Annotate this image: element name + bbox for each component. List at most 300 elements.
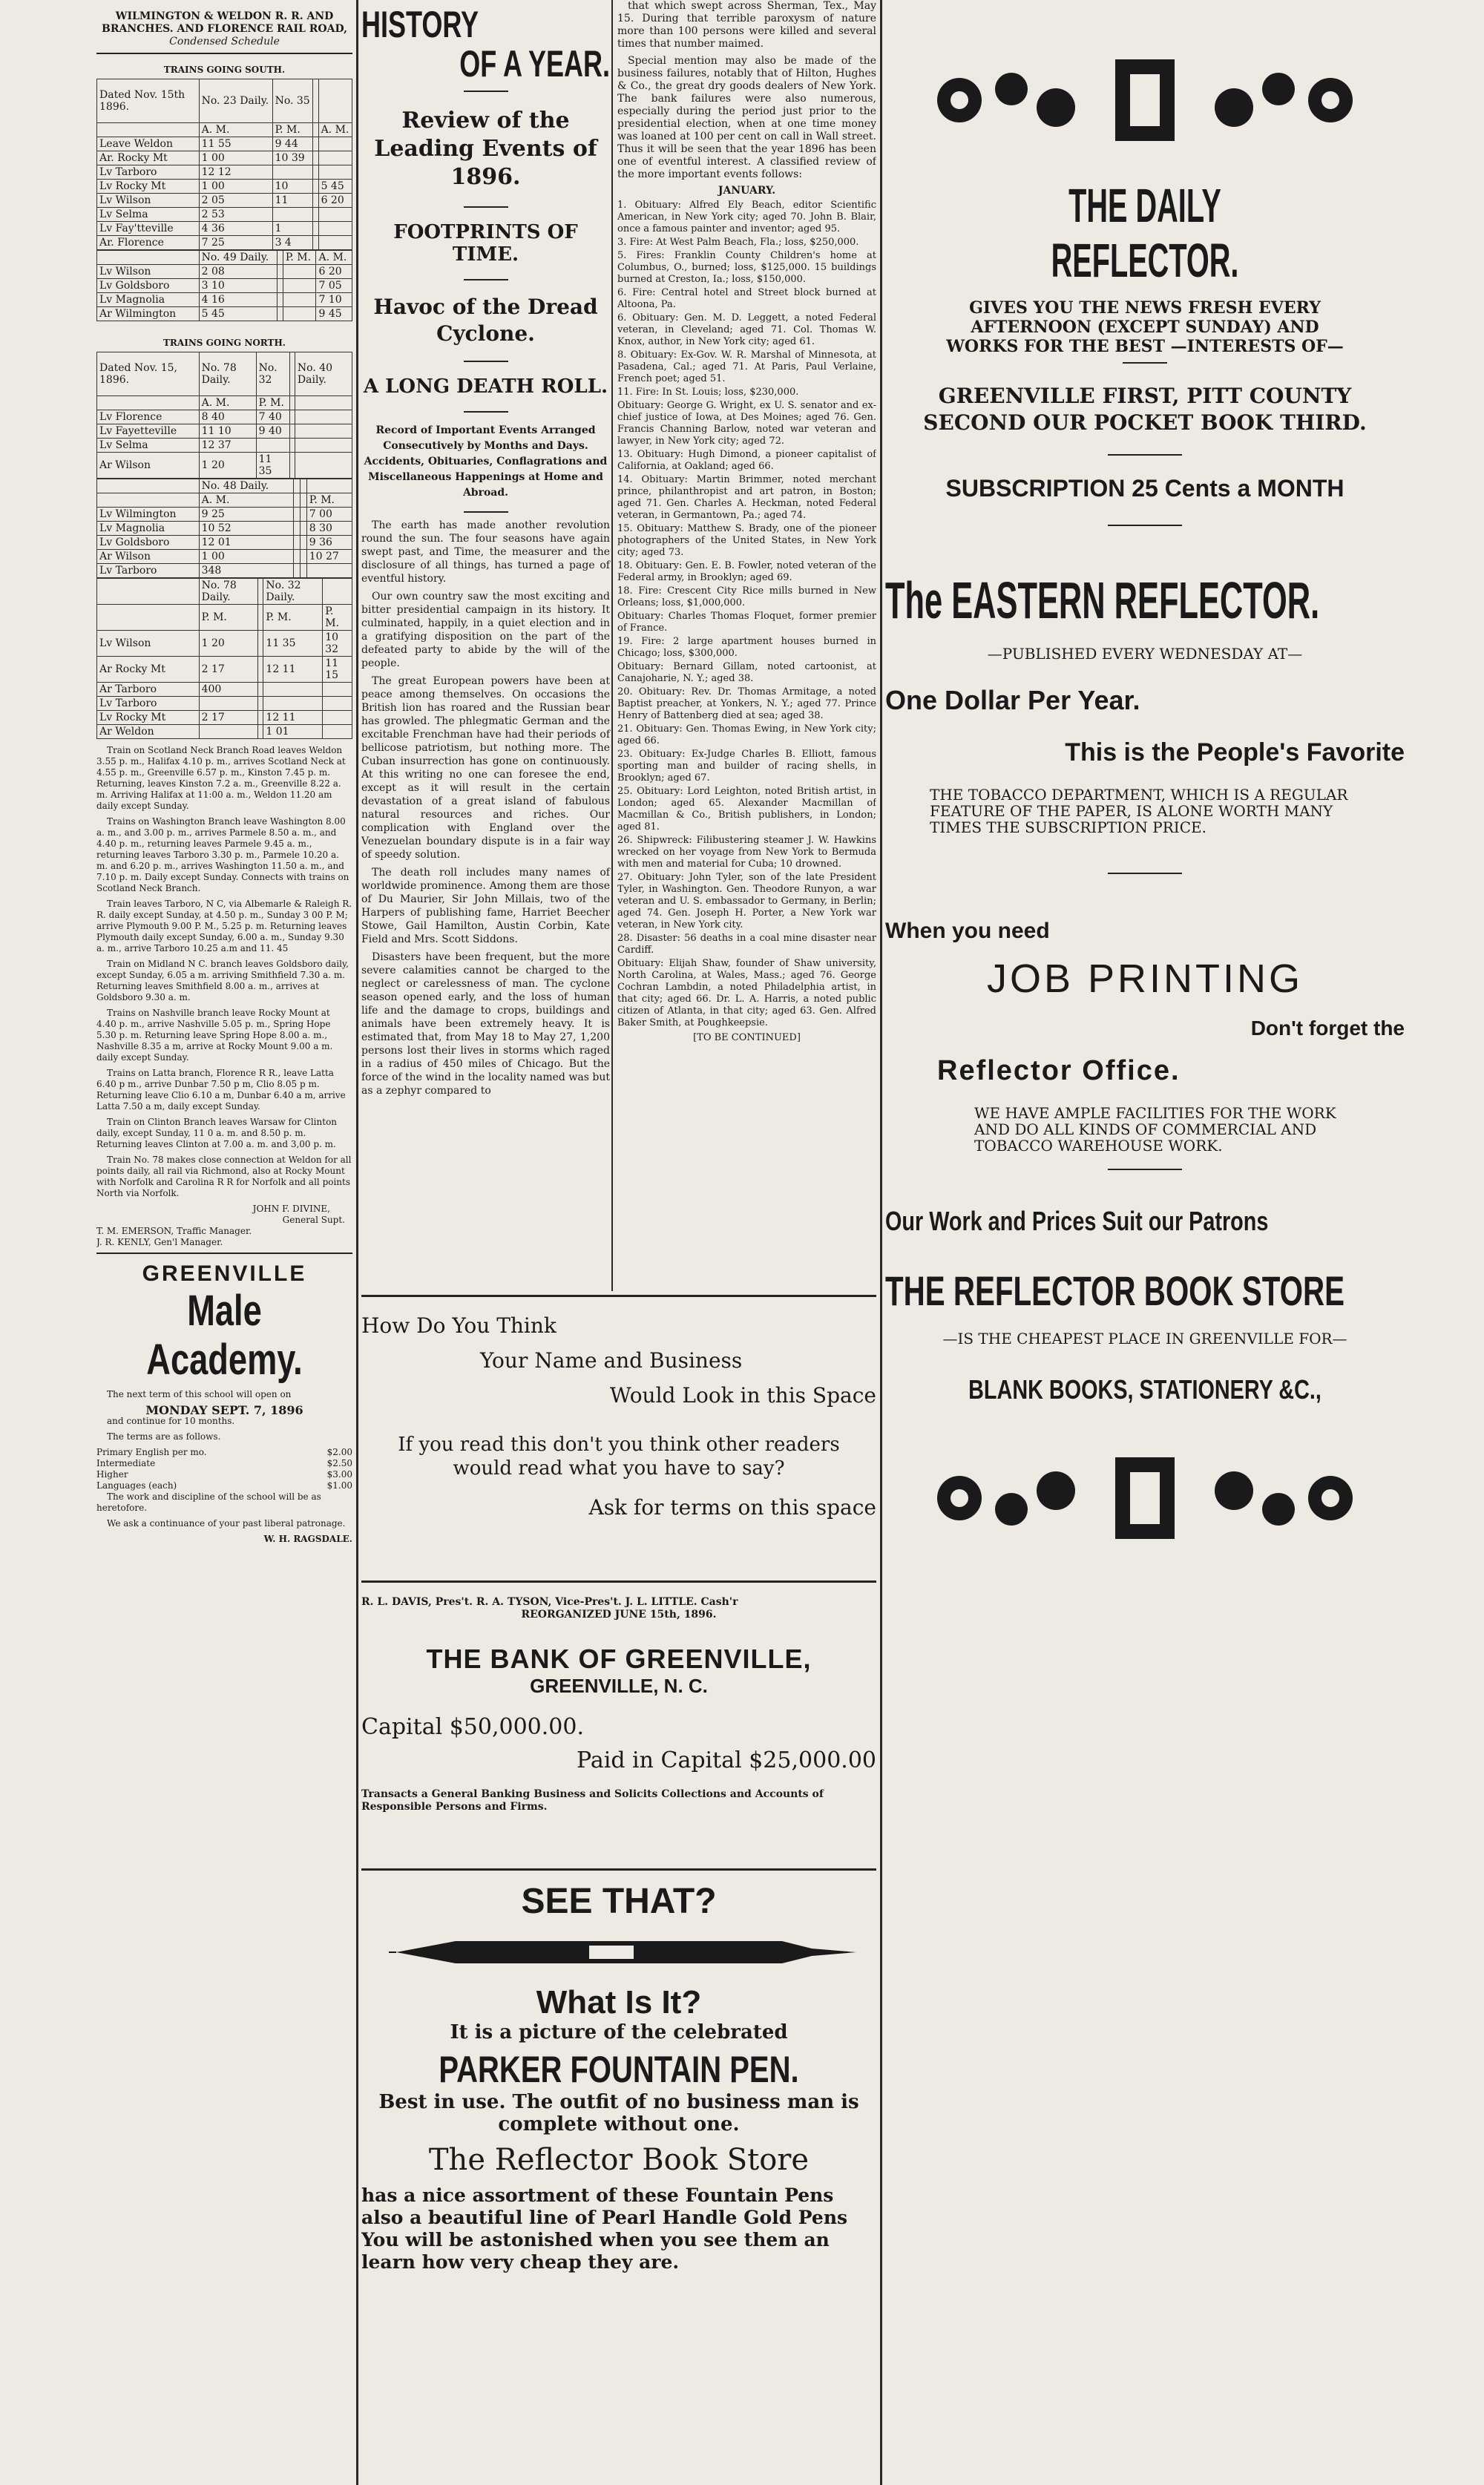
station-cell: Lv Magnolia [97, 522, 200, 536]
time-cell [295, 396, 352, 410]
academy-town: GREENVILLE [142, 1261, 307, 1286]
fee-amount: $1.00 [326, 1480, 352, 1491]
station-cell: Lv Wilson [97, 194, 200, 208]
time-cell: No. 32 Daily. [263, 579, 323, 605]
time-cell [300, 536, 306, 550]
time-cell: No. 49 Daily. [199, 251, 278, 265]
ad-line-2: Your Name and Business [480, 1348, 743, 1373]
time-cell [289, 439, 295, 453]
time-cell [293, 508, 300, 522]
fee-label: Intermediate [96, 1458, 156, 1468]
deck-3: Havoc of the Dread Cyclone. [373, 295, 598, 346]
time-cell [289, 396, 295, 410]
headline-2: OF A YEAR. [459, 43, 610, 85]
station-cell [97, 493, 200, 508]
table-row [97, 579, 352, 605]
time-cell [300, 522, 306, 536]
time-cell: 10 27 [306, 550, 352, 564]
time-cell: 1 20 [199, 631, 258, 657]
ad-line-4: If you read this don't you think other readers would read what you have to say? [398, 1434, 840, 1480]
time-cell [295, 439, 352, 453]
station-cell: Lv Rocky Mt [97, 180, 200, 194]
time-cell [272, 165, 313, 180]
event-item: 6. Obituary: Gen. M. D. Leggett, a noted Federal veteran, in Cleveland; aged 71. Col. Thomas W. Knox, author, in New York city; aged 61. [617, 312, 876, 347]
bank-reorganized: REORGANIZED JUNE 15th, 1896. [521, 1609, 717, 1621]
time-cell [323, 697, 352, 711]
station-cell: Lv Magnolia [97, 293, 200, 307]
blank-books: BLANK BOOKS, STATIONERY &C., [968, 1374, 1322, 1405]
table-row [97, 508, 352, 522]
cheapest: —IS THE CHEAPEST PLACE IN GREENVILLE FOR— [942, 1330, 1347, 1347]
station-cell: Lv Tarboro [97, 697, 200, 711]
station-cell [97, 251, 200, 265]
time-cell [318, 208, 352, 222]
ornament-icon [885, 45, 1405, 156]
article-paragraph: Our own country saw the most exciting and bitter presidential campaign in its history. It culminated, happily, in a quiet election and in a gratifying disposition on the part of the defeated party to abide by the will of the people. [361, 591, 610, 669]
academy-text: The next term of this school will open on [107, 1389, 292, 1399]
column-railroad [96, 0, 352, 2485]
article-paragraph: Disasters have been frequent, but the more severe calamities cannot be charged to the neglect or carelessness of man. The cyclone season opened early, and the loss of human life and the damage to crops, buildings and animals have been extremely heavy. It is estimated that, from May 18 to May 27, 1,200 persons lost their lives in storms which raged in a radius of 450 miles of Chicago. But the force of the wind in the locality named was but as a zephyr compared to [361, 951, 610, 1097]
table-row [97, 151, 352, 165]
signature: JOHN F. DIVINE, [252, 1204, 330, 1214]
time-cell: A. M. [199, 396, 256, 410]
timetable-north [96, 352, 352, 479]
station-cell [97, 579, 200, 605]
south-header: TRAINS GOING SOUTH. [163, 65, 286, 75]
station-cell: Ar. Florence [97, 236, 200, 250]
time-cell [293, 564, 300, 578]
time-cell: 10 32 [323, 631, 352, 657]
table-row [97, 279, 352, 293]
station-cell [97, 123, 200, 137]
table-row [97, 123, 352, 137]
time-cell: 12 12 [199, 165, 272, 180]
time-cell [258, 725, 263, 739]
time-cell: P. M. [256, 396, 289, 410]
academy-signature: W. H. RAGSDALE. [263, 1534, 352, 1544]
time-cell [278, 251, 283, 265]
station-cell: Ar Wilson [97, 453, 200, 479]
time-cell: 6 20 [316, 265, 352, 279]
time-cell: 12 01 [199, 536, 293, 550]
deck-4: A LONG DEATH ROLL. [363, 375, 608, 398]
station-cell: Leave Weldon [97, 137, 200, 151]
academy-text: The terms are as follows. [107, 1431, 221, 1442]
fountain-pen-icon [367, 1926, 871, 1978]
station-cell: Lv Wilson [97, 631, 200, 657]
time-cell [295, 410, 352, 424]
schedule-paragraph: Train on Midland N C. branch leaves Goldsboro daily, except Sunday, 6.05 a m. arriving Smithfield 7.30 a. m. Returning leaves Smithfield 8.00 a. m., arrives at Goldsboro 9.30 a. m. [96, 959, 349, 1002]
ornament-icon [885, 1442, 1405, 1554]
event-item: 27. Obituary: John Tyler, son of the late President Tyler, in Washington. Gen. Theodore Runyon, a war veteran and U. S. embassador to Germany, in Berlin; aged 74. Gen. Joseph H. Porter, a New York war veteran, in New York city. [617, 872, 876, 930]
academy-text: and continue for 10 months. [107, 1416, 235, 1426]
time-cell [278, 307, 283, 321]
time-cell: 8 40 [199, 410, 256, 424]
fee-label: Primary English per mo. [96, 1447, 207, 1457]
time-cell [258, 605, 263, 631]
time-cell: 9 36 [306, 536, 352, 550]
station-cell: Lv Fayetteville [97, 424, 200, 439]
bank-name: THE BANK OF GREENVILLE, [426, 1644, 812, 1674]
time-cell [199, 697, 258, 711]
time-cell: 7 10 [316, 293, 352, 307]
time-cell: No. 48 Daily. [199, 479, 293, 493]
column-history [361, 0, 876, 2485]
time-cell [300, 550, 306, 564]
ad-line-5: Ask for terms on this space [588, 1495, 876, 1520]
pen-store: The Reflector Book Store [428, 2143, 810, 2177]
timetable-south [96, 79, 352, 250]
time-cell: 348 [199, 564, 293, 578]
table-row [97, 536, 352, 550]
table-row [97, 251, 352, 265]
schedule-paragraph: Trains on Nashville branch leave Rocky Mount at 4.40 p. m., arrive Nashville 5.05 p. m., Spring Hope 5.30 p. m. Returning leave Spring Hope 8.00 a. m., Nashville 8.35 a m, arrive at Rocky Mount 9.00 a m. daily except Sunday. [96, 1008, 333, 1063]
station-cell: Ar Tarboro [97, 683, 200, 697]
table-row [97, 293, 352, 307]
schedule-paragraph: Trains on Washington Branch leave Washington 8.00 a. m., and 3.00 p. m., arrives Parmele 8.50 a. m., and 4.40 p. m., returning leaves Parmele 9.45 a. m., returning leaves Tarboro 3.30 p. m., Parmele 10.20 a. m. and 6.20 p. m., arrives Washington 11.50 a. m., and 7.10 p. m. Daily except Sunday. Connects with trains on Scotland Neck Branch. [96, 816, 349, 893]
schedule-paragraph: Train on Scotland Neck Branch Road leaves Weldon 3.55 p. m., Halifax 4.10 p. m., arrives Scotland Neck at 4.55 p. m., Greenville 6.57 p. m., Kinston 7.45 p. m. Returning, leaves Kinston 7.2 a. m., Greenville 8.22 a. m. Arriving Halifax at 11:00 a. m., Weldon 11.20 am daily except Sunday. [96, 745, 346, 811]
article-paragraph: The earth has made another revolution round the sun. The four seasons have again swept past, and Time, the measurer and the disclosure of all things, has turned a page of eventful history. [361, 519, 610, 585]
time-cell: 7 25 [199, 236, 272, 250]
time-cell: 8 30 [306, 522, 352, 536]
time-cell [313, 208, 318, 222]
eastern-reflector-title: The EASTERN REFLECTOR. [885, 571, 1320, 629]
facilities: WE HAVE AMPLE FACILITIES FOR THE WORK AND DO ALL KINDS OF COMMERCIAL AND TOBACCO WAREHOUSE WORK. [974, 1104, 1336, 1155]
table-row [97, 222, 352, 236]
time-cell [293, 536, 300, 550]
station-cell: Lv Rocky Mt [97, 711, 200, 725]
column-rule [880, 0, 882, 2485]
event-item: 5. Fires: Franklin County Children's home at Columbus, O., burned; loss, $125,000. 15 buildings burned at Creston, Ia.; loss, $150,000. [617, 250, 876, 285]
time-cell: P. M. [199, 605, 258, 631]
article-paragraph: Special mention may also be made of the business failures, notably that of Hilton, Hughes & Co., the great dry goods dealers of New York. The bank failures were also numerous, especially during the period just prior to the presidential election, when at one time money was loaned at 100 per cent on call in Wall street. Thus it will be seen that the year 1896 has been one of eventful interest. A classified review of the more important events follows: [617, 55, 876, 180]
station-cell: Lv Tarboro [97, 564, 200, 578]
station-cell: Lv Florence [97, 410, 200, 424]
daily-subtitle: GIVES YOU THE NEWS FRESH EVERY AFTERNOON (EXCEPT SUNDAY) AND WORKS FOR THE BEST —INTERESTS OF— [946, 298, 1344, 356]
fee-amount: $2.00 [326, 1447, 352, 1457]
article-paragraph: The death roll includes many names of worldwide prominence. Among them are those of Du Maurier, Sir John Millais, two of the Harpers of publishing fame, Harriet Beecher Stowe, Gail Hamilton, Austin Corbin, Kate Field and Mrs. Scott Siddons. [361, 867, 610, 945]
time-cell: 9 25 [199, 508, 293, 522]
time-cell [199, 725, 258, 739]
time-cell [272, 208, 313, 222]
time-cell [300, 493, 306, 508]
time-cell [293, 522, 300, 536]
time-cell [318, 151, 352, 165]
table-row [97, 683, 352, 697]
daily-reflector-title: THE DAILY REFLECTOR. [1051, 179, 1239, 287]
time-cell: P. M. [283, 251, 316, 265]
time-cell [258, 631, 263, 657]
article-paragraph: The great European powers have been at peace among themselves. On occasions the British lion has roared and the Russian bear has growled. The phlegmatic German and the excitable Frenchman have had their periods of bellicose patriotism, but nothing more. The Cuban insurrection has gone on continuously. At this writing no one can foresee the end, except as it will result in the certain devastation of a great island of fabulous natural resources and riches. Our complication with England over the Venezuelan boundary dispute is in a fair way of speedy solution. [361, 675, 610, 861]
pen-name: PARKER FOUNTAIN PEN. [439, 2049, 799, 2090]
event-item: 11. Fire: In St. Louis; loss, $230,000. [617, 387, 799, 398]
time-cell [300, 479, 306, 493]
event-item: 6. Fire: Central hotel and Street block burned at Altoona, Pa. [617, 287, 876, 310]
time-cell: 11 [272, 194, 313, 208]
time-cell: 11 35 [256, 453, 289, 479]
time-cell: 5 45 [318, 180, 352, 194]
event-item: 18. Obituary: Gen. E. B. Fowler, noted veteran of the Federal army, in Brooklyn; aged 69. [617, 560, 876, 583]
time-cell: A. M. [316, 251, 352, 265]
pen-question: What Is It? [536, 1984, 702, 2021]
time-cell: 4 36 [199, 222, 272, 236]
schedule-paragraph: Train on Clinton Branch leaves Warsaw for Clinton daily, except Sunday, 11 0 a. m. and 8.50 p. m. Returning leaves Clinton at 7.00 a. m. and 3,00 p. m. [96, 1117, 338, 1149]
time-cell [323, 579, 352, 605]
time-cell [300, 508, 306, 522]
event-item: 21. Obituary: Gen. Thomas Ewing, in New York city; aged 66. [617, 723, 876, 746]
time-cell: 11 15 [323, 657, 352, 683]
event-item: 1. Obituary: Alfred Ely Beach, editor Scientific American, in New York city; aged 70. John B. Blair, once a famous painter and inventor; aged 95. [617, 200, 876, 234]
table-row [97, 564, 352, 578]
time-cell [263, 683, 323, 697]
table-row [97, 493, 352, 508]
north-header: TRAINS GOING NORTH. [163, 338, 286, 348]
table-row [97, 522, 352, 536]
eastern-subtitle: —PUBLISHED EVERY WEDNESDAY AT— [987, 645, 1303, 663]
station-cell: Ar Rocky Mt [97, 657, 200, 683]
time-cell: 12 11 [263, 657, 323, 683]
academy-title: Male Academy. [146, 1287, 303, 1384]
schedule-paragraph: Trains on Latta branch, Florence R R., leave Latta 6.40 p m., arrive Dunbar 7.50 p m, Clio 8.05 p m. Returning leave Clio 6.10 a m, Dunbar 6.40 a m, arrive Latta 7.50 a m, daily except Sunday. [96, 1068, 346, 1112]
table-row: Dated Nov. 15th 1896. No. 23 Daily. No. 35 [97, 79, 352, 123]
fee-row [96, 1480, 352, 1491]
event-item: 14. Obituary: Martin Brimmer, noted merchant prince, philanthropist and art patron, in Boston; aged 71. Gen. Charles A. Heckman, noted Federal veteran, in Germantown, Pa.; aged 74. [617, 474, 876, 521]
academy-date: MONDAY SEPT. 7, 1896 [145, 1403, 303, 1417]
bank-officers: R. L. DAVIS, Pres't. R. A. TYSON, Vice-Pres't. J. L. LITTLE. Cash'r [361, 1596, 738, 1608]
bank-paid-capital: Paid in Capital $25,000.00 [577, 1747, 876, 1773]
table-row [97, 137, 352, 151]
time-cell: P. M. [263, 605, 323, 631]
event-item: 28. Disaster: 56 deaths in a coal mine disaster near Cardiff. [617, 933, 876, 956]
fee-label: Higher [96, 1469, 128, 1480]
time-cell: 7 00 [306, 508, 352, 522]
event-item: 20. Obituary: Rev. Dr. Thomas Armitage, a noted Baptist preacher, at Yonkers, N. Y.; aged 77. Prince Henry of Battenberg died at sea; aged 38. [617, 686, 876, 721]
time-cell [295, 424, 352, 439]
time-cell: 10 39 [272, 151, 313, 165]
time-cell [293, 493, 300, 508]
station-cell: Lv Selma [97, 439, 200, 453]
time-cell [313, 236, 318, 250]
time-cell: 1 01 [263, 725, 323, 739]
time-cell: 9 44 [272, 137, 313, 151]
forget-text: Don't forget the [1250, 1017, 1405, 1040]
slogan: GREENVILLE FIRST, PITT COUNTY SECOND OUR POCKET BOOK THIRD. [923, 384, 1367, 435]
time-cell: 3 10 [199, 279, 278, 293]
event-item: Obituary: Elijah Shaw, founder of Shaw university, North Carolina, at Wales, Mass.; aged 76. George Cochran Lambdin, a noted Philadelphia artist, in that city; aged 66. Dr. L. A. Harris, a noted public citizen of Atlanta, in that city; aged 63. Gen. Alfred Baker Smith, at Poughkeepsie. [617, 958, 876, 1028]
timetable-south-2 [96, 250, 352, 321]
table-row [97, 208, 352, 222]
event-item: 19. Fire: 2 large apartment houses burned in Chicago; loss, $300,000. [617, 636, 876, 659]
table-row [97, 697, 352, 711]
table-row [97, 631, 352, 657]
book-store-title: THE REFLECTOR BOOK STORE [885, 1267, 1345, 1314]
time-cell [283, 265, 316, 279]
time-cell: A. M. [199, 493, 293, 508]
reflector-office: Reflector Office. [937, 1055, 1181, 1086]
time-cell: 2 05 [199, 194, 272, 208]
pen-line: It is a picture of the celebrated [450, 2021, 788, 2044]
time-cell [323, 683, 352, 697]
time-cell [313, 194, 318, 208]
time-cell: 1 00 [199, 180, 272, 194]
time-cell [283, 279, 316, 293]
station-cell: Lv Fay'tteville [97, 222, 200, 236]
event-item: 15. Obituary: Matthew S. Brady, one of the pioneer photographers of the United States, in New York city; aged 73. [617, 523, 876, 558]
time-cell [313, 137, 318, 151]
time-cell: 9 40 [256, 424, 289, 439]
table-row [97, 711, 352, 725]
event-list [617, 200, 876, 1029]
time-cell [263, 697, 323, 711]
time-cell [313, 180, 318, 194]
time-cell [278, 279, 283, 293]
price: One Dollar Per Year. [885, 685, 1140, 715]
time-cell [318, 222, 352, 236]
time-cell: 12 11 [263, 711, 323, 725]
time-cell: 400 [199, 683, 258, 697]
timetable-north-3 [96, 578, 352, 739]
table-row [97, 180, 352, 194]
table-row: Dated Nov. 15, 1896. No. 78 Daily. No. 32 No. 40 Daily. [97, 352, 352, 396]
signature-title: General Supt. [282, 1215, 345, 1225]
time-cell [293, 550, 300, 564]
railroad-title: WILMINGTON & WELDON R. R. AND BRANCHES. AND FLORENCE RAIL ROAD, [102, 10, 347, 35]
bank-advert [361, 1580, 876, 1813]
time-cell: 11 10 [199, 424, 256, 439]
table-row [97, 605, 352, 631]
time-cell [283, 307, 316, 321]
time-cell [306, 564, 352, 578]
time-cell: 2 17 [199, 711, 258, 725]
event-item: 18. Fire: Crescent City Rice mills burned in New Orleans; loss, $1,000,000. [617, 585, 876, 608]
event-item: Obituary: Charles Thomas Floquet, former premier of France. [617, 611, 876, 634]
time-cell [258, 657, 263, 683]
column-reflector [885, 0, 1405, 2485]
time-cell [283, 293, 316, 307]
table-row [97, 165, 352, 180]
event-item: Obituary: Bernard Gillam, noted cartoonist, at Canajoharie, N. Y.; aged 38. [617, 661, 876, 684]
continued-note: [TO BE CONTINUED] [693, 1032, 801, 1043]
deck-2: FOOTPRINTS OF TIME. [393, 221, 578, 266]
time-cell: 1 20 [199, 453, 256, 479]
time-cell [313, 222, 318, 236]
ad-line-3: Would Look in this Space [609, 1383, 876, 1408]
time-cell: 1 00 [199, 550, 293, 564]
station-cell [97, 396, 200, 410]
headline-1: HISTORY [361, 4, 479, 45]
time-cell [295, 453, 352, 479]
time-cell [323, 725, 352, 739]
station-cell: Lv Selma [97, 208, 200, 222]
time-cell: 6 20 [318, 194, 352, 208]
pen-line: Best in use. The outfit of no business man is complete without one. [378, 2091, 859, 2136]
time-cell: A. M. [199, 123, 272, 137]
prices-suit: Our Work and Prices Suit our Patrons [885, 1206, 1269, 1236]
time-cell: 7 40 [256, 410, 289, 424]
table-row [97, 550, 352, 564]
station-cell: Ar. Rocky Mt [97, 151, 200, 165]
time-cell: P. M. [306, 493, 352, 508]
pen-headline: SEE THAT? [521, 1882, 717, 1921]
table-row [97, 236, 352, 250]
time-cell [258, 683, 263, 697]
bank-city: GREENVILLE, N. C. [530, 1675, 708, 1697]
station-cell: Ar Wilson [97, 550, 200, 564]
time-cell: 2 17 [199, 657, 258, 683]
station-cell: Lv Tarboro [97, 165, 200, 180]
fee-label: Languages (each) [96, 1480, 177, 1491]
table-row [97, 453, 352, 479]
schedule-paragraph: Train No. 78 makes close connection at Weldon for all points daily, all rail via Richmond, also at Rocky Mount with Norfolk and Carolina R R for Norfolk and all points North via Norfolk. [96, 1155, 352, 1198]
table-row [97, 439, 352, 453]
time-cell [300, 564, 306, 578]
bank-capital: Capital $50,000.00. [361, 1714, 585, 1740]
bank-description: Transacts a General Banking Business and Solicits Collections and Accounts of Responsible Persons and Firms. [361, 1788, 824, 1813]
event-item: Obituary: George G. Wright, ex U. S. senator and ex-chief justice of Iowa, at Des Moines; aged 76. Gen. Francis Channing Barlow, noted war veteran and lawyer, in New York city; aged 72. [617, 400, 876, 447]
time-cell [258, 697, 263, 711]
deck-5: Record of Important Events Arranged Consecutively by Months and Days. Accidents, Obituaries, Conflagrations and Miscellaneous Happenings at Home and Abroad. [364, 424, 608, 499]
time-cell [318, 137, 352, 151]
event-item: 26. Shipwreck: Filibustering steamer J. W. Hawkins wrecked on her voyage from New York to Bermuda with men and material for Cuba; 10 drowned. [617, 835, 876, 870]
time-cell: 3 4 [272, 236, 313, 250]
time-cell [258, 579, 263, 605]
ad-line-1: How Do You Think [361, 1313, 556, 1338]
academy-text: We ask a continuance of your past liberal patronage. [107, 1518, 346, 1529]
table-row [97, 424, 352, 439]
academy-text: The work and discipline of the school will be as heretofore. [96, 1491, 321, 1513]
time-cell: P. M. [272, 123, 313, 137]
event-item: 3. Fire: At West Palm Beach, Fla.; loss, $250,000. [617, 237, 859, 248]
article-paragraph: that which swept across Sherman, Tex., May 15. During that terrible paroxysm of nature more than 100 persons were killed and several times that number maimed. [617, 0, 876, 50]
signature: J. R. KENLY, Gen'l Manager. [96, 1237, 223, 1247]
time-cell: 10 52 [199, 522, 293, 536]
column-rule [356, 0, 358, 2485]
fee-row [96, 1469, 352, 1480]
time-cell: 11 35 [263, 631, 323, 657]
table-row [97, 265, 352, 279]
table-row [97, 307, 352, 321]
time-cell [318, 236, 352, 250]
time-cell [313, 123, 318, 137]
time-cell [313, 165, 318, 180]
time-cell: 5 45 [199, 307, 278, 321]
inner-rule [611, 0, 613, 1291]
deck-1: Review of the Leading Events of 1896. [374, 108, 597, 190]
time-cell [323, 711, 352, 725]
time-cell [289, 453, 295, 479]
month-header: JANUARY. [718, 185, 776, 197]
table-row [97, 396, 352, 410]
station-cell: Lv Wilmington [97, 508, 200, 522]
signature: T. M. EMERSON, Traffic Manager. [96, 1226, 252, 1236]
subscription: SUBSCRIPTION 25 Cents a MONTH [945, 475, 1345, 502]
schedule-paragraph: Train leaves Tarboro, N C, via Albemarle & Raleigh R. R. daily except Sunday, at 4.50 p. m., Sunday 3 00 P. M; arrive Plymouth 9.00 P. M., 5.25 p. m. Returning leaves Plymouth daily except Sunday, 6.00 a. m., Sunday 9.30 a. m., arrive Tarboro 10.25 a.m and 11. 45 [96, 899, 352, 953]
fee-row [96, 1447, 352, 1458]
tobacco-note: THE TOBACCO DEPARTMENT, WHICH IS A REGULAR FEATURE OF THE PAPER, IS ALONE WORTH MANY TIMES THE SUBSCRIPTION PRICE. [930, 786, 1348, 836]
railroad-subtitle: Condensed Schedule [169, 36, 280, 47]
table-row [97, 479, 352, 493]
event-item: 23. Obituary: Ex-Judge Charles B. Elliott, famous sporting man and builder of racing shells, in Brooklyn; aged 67. [617, 749, 876, 784]
station-cell [97, 479, 200, 493]
event-item: 25. Obituary: Lord Leighton, noted British artist, in London; aged 65. Alexander Macmillan of Macmillan & Co., British publishers, in London; aged 81. [617, 786, 876, 833]
station-cell: Lv Wilson [97, 265, 200, 279]
time-cell [318, 165, 352, 180]
time-cell: 1 [272, 222, 313, 236]
table-row [97, 194, 352, 208]
time-cell: No. 78 Daily. [199, 579, 258, 605]
time-cell [313, 151, 318, 165]
event-item: 13. Obituary: Hugh Dimond, a pioneer capitalist of California, at Oakland; aged 66. [617, 449, 876, 472]
